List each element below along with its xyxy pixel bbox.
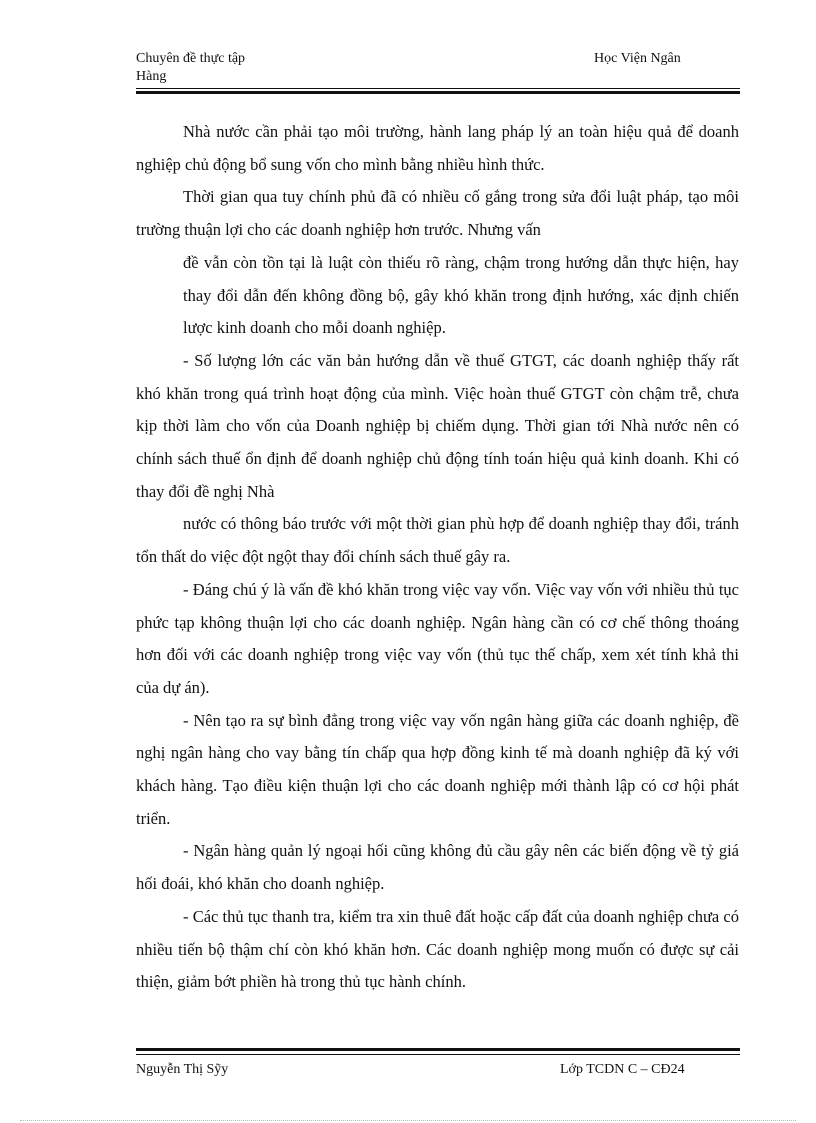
footer-rule-thick xyxy=(136,1048,740,1051)
header-course-title: Chuyên đề thực tập xyxy=(136,51,246,66)
paragraph: - Nên tạo ra sự bình đẳng trong việc vay vốn ngân hàng giữa các doanh nghiệp, đề nghị ngân hàng cho vay bằng tín chấp qua hợp đồng kinh tế mà doanh nghiệp đã ký với khách hàng. Tạo điều kiện thuận lợi cho các doanh nghiệp mới thành lập có cơ hội phát triển. xyxy=(136,710,739,828)
page-edge xyxy=(20,1120,796,1121)
paragraph: Thời gian qua tuy chính phủ đã có nhiều cố gắng trong sửa đổi luật pháp, tạo môi trường thuận lợi cho các doanh nghiệp hơn trước. Nhưng vấn xyxy=(136,187,739,240)
footer-rule-thin xyxy=(136,1054,740,1055)
paragraph: Nhà nước cần phải tạo môi trường, hành lang pháp lý an toàn hiệu quả để doanh nghiệp chủ động bổ sung vốn cho mình bằng nhiều hình thức. xyxy=(136,122,739,174)
header-institution: Học Viện Ngân xyxy=(594,51,681,66)
header-rule-thick xyxy=(136,91,740,94)
paragraph: - Đáng chú ý là vấn đề khó khăn trong việc vay vốn. Việc vay vốn với nhiều thủ tục phức tạp không thuận lợi cho các doanh nghiệp. Ngân hàng cần có cơ chế thông thoáng hơn đối với các doanh nghiệp trong việc vay vốn (thủ tục thế chấp, xem xét tính khả thi của dự án). xyxy=(136,579,739,697)
paragraph: - Số lượng lớn các văn bản hướng dẫn về thuế GTGT, các doanh nghiệp thấy rất khó khăn trong quá trình hoạt động của mình. Việc hoàn thuế GTGT còn chậm trễ, chưa kịp thời làm cho vốn của Doanh nghiệp bị chiếm dụng. Thời gian tới Nhà nước nên có chính sách thuế ổn định để doanh nghiệp chủ động tính toán hiệu quả kinh doanh. Khi có thay đổi đề nghị Nhà xyxy=(136,350,739,501)
header-left xyxy=(136,50,245,86)
document-body xyxy=(136,116,739,999)
paragraph: nước có thông báo trước với một thời gian phù hợp để doanh nghiệp thay đổi, tránh tổn thất do việc đột ngột thay đổi chính sách thuế gây ra. xyxy=(136,514,739,567)
paragraph: đề vẫn còn tồn tại là luật còn thiếu rõ ràng, chậm trong hướng dẫn thực hiện, hay thay đổi dẫn đến không đồng bộ, gây khó khăn trong định hướng, xác định chiến lược kinh doanh cho mỗi doanh nghiệp. xyxy=(183,252,739,338)
paragraph: - Các thủ tục thanh tra, kiểm tra xin thuê đất hoặc cấp đất của doanh nghiệp chưa có nhiều tiến bộ thậm chí còn khó khăn hơn. Các doanh nghiệp mong muốn có được sự cải thiện, giảm bớt phiền hà trong thủ tục hành chính. xyxy=(136,906,739,992)
footer-author: Nguyễn Thị Sỹy xyxy=(136,1062,229,1077)
paragraph: - Ngân hàng quản lý ngoại hối cũng không đủ cầu gây nên các biến động về tỷ giá hối đoái, khó khăn cho doanh nghiệp. xyxy=(136,841,739,894)
footer-class: Lớp TCDN C – CĐ24 xyxy=(560,1062,685,1077)
header-course-title-cont: Hàng xyxy=(136,69,167,84)
header-rule-thin xyxy=(136,88,740,89)
